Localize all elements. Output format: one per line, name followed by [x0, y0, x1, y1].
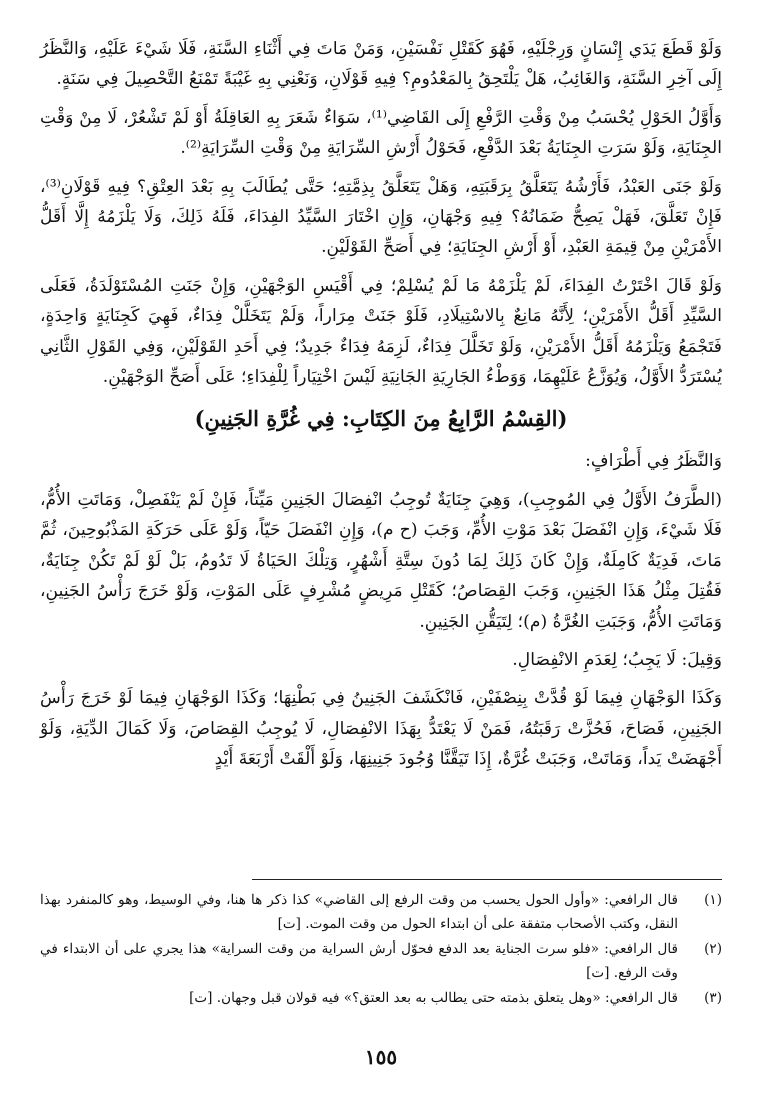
footnote-number: (٢) [704, 941, 722, 957]
footnotes [40, 888, 722, 1011]
footnote-text: قال الرافعي: «وهل يتعلق بذمته حتى يطالب به بعد العتق؟» فيه قولان قبل وجهان. [ت] [189, 990, 678, 1006]
footnote-text: قال الرافعي: «فلو سرت الجناية بعد الدفع فحوّل أرش السراية من وقت السراية» هذا يجري على أن الابتداء في وقت الرفع. [ت] [40, 941, 678, 981]
footnote-3 [40, 986, 722, 1010]
footnote-number: (١) [704, 892, 722, 908]
paragraph-2: وَأَوَّلُ الحَوْلِ يُحْسَبُ مِنْ وَقْتِ الرَّفْعِ إِلَى القَاضِي⁽¹⁾، سَوَاءٌ شَعَرَ بِهِ العَاقِلَةُ أَوْ لَمْ تَشْعُرْ، لَا مِنْ وَقْتِ الجِنَايَةِ، وَلَوْ سَرَتِ الجِنَايَةُ بَعْدَ الدَّفْعِ، فَحَوْلُ أَرْشِ السِّرَايَةِ مِنْ وَقْتِ السِّرَايَةِ⁽²⁾. [40, 107, 722, 159]
paragraph-6: (الطَّرَفُ الأَوَّلُ فِي المُوجِبِ)، وَهِيَ جِنَايَةٌ تُوجِبُ انْفِصَالَ الجَنِينِ مَيِّتاً، فَإِنْ لَمْ يَنْفَصِلْ، وَمَاتَتِ الأُمُّ، فَلَا شَيْءَ، وَإِنِ انْفَصَلَ بَعْدَ مَوْتِ الأُمِّ، وَجَبَ (ح م)، وَإِنِ انْفَصَلَ حَيّاً، وَلَوْ عَلَى حَرَكَةِ المَذْبُوحِينَ، ثُمَّ مَاتَ، فَدِيَةٌ كَامِلَةٌ، وَإِنْ كَانَ ذَلِكَ لِمَا دُونَ سِتَّةِ أَشْهُرٍ، وَتِلْكَ الحَيَاةُ لَا تَدُومُ، بَلْ لَوْ لَمْ تَكُنْ جِنَايَةٌ، فَقُتِلَ مِثْلُ هَذَا الجَنِينِ، وَجَبَ القِصَاصُ؛ كَقَتْلِ مَرِيضٍ مُشْرِفٍ عَلَى المَوْتِ، وَلَوْ خَرَجَ رَأْسُ الجَنِينِ، وَمَاتَتِ الأُمُّ، وَجَبَتِ الغُرَّةُ (م)؛ لِتَيَقُّنِ الجَنِينِ. [40, 489, 722, 632]
paragraph-3: وَلَوْ جَنَى العَبْدُ، فَأَرْشُهُ يَتَعَلَّقُ بِرَقَبَتِهِ، وَهَلْ يَتَعَلَّقُ بِذِمَّتِهِ؛ حَتَّى يُطَالَبَ بِهِ بَعْدَ العِتْقِ؟ فِيهِ قَوْلَانِ⁽³⁾، فَإِنْ تَعَلَّقَ، فَهَلْ يَصِحُّ ضَمَانُهُ؟ فِيهِ وَجْهَانِ، وَإِنِ اخْتَارَ السَّيِّدُ الفِدَاءَ، فَلَهُ ذَلِكَ، وَلَا يَلْزَمُهُ إِلَّا أَقَلُّ الأَمْرَيْنِ مِنْ قِيمَةِ العَبْدِ، أَوْ أَرْشِ الجِنَايَةِ؛ فِي أَصَحِّ القَوْلَيْنِ. [40, 176, 722, 258]
paragraph-5: وَالنَّظَرُ فِي أَطْرَافٍ: [585, 451, 722, 472]
footnote-1 [40, 888, 722, 936]
paragraph-7: وَقِيلَ: لَا يَجِبُ؛ لِعَدَمِ الانْفِصَالِ. [512, 649, 722, 670]
footnote-divider [252, 879, 722, 880]
paragraph-8: وَكَذَا الوَجْهَانِ فِيمَا لَوْ قُدَّتْ بِنِصْفَيْنِ، فَانْكَشَفَ الجَنِينُ فِي بَطْنِهَا؛ وَكَذَا الوَجْهَانِ فِيمَا لَوْ خَرَجَ رَأْسُ الجَنِينِ، فَصَاحَ، فَحُزَّتْ رَقَبَتُهُ، فَمَنْ لَا يَعْتَدُّ بِهَذَا الانْفِصَالِ، لَا يُوجِبُ القِصَاصَ، وَلَا كَمَالَ الدِّيَةِ، وَلَوْ أَجْهَضَتْ يَداً، وَمَاتَتْ، وَجَبَتْ غُرَّةٌ، إِذَا تَيَقَّنَّا وُجُودَ جَنِينِهَا، وَلَوْ أَلْقَتْ أَرْبَعَةَ أَيْدٍ [40, 688, 722, 770]
paragraph-4: وَلَوْ قَالَ اخْتَرْتُ الفِدَاءَ، لَمْ يَلْزَمْهُ مَا لَمْ يُسْلِمْ؛ فِي أَقْيَسِ الوَجْهَيْنِ، وَإِنْ جَنَتِ المُسْتَوْلَدَةُ، فَعَلَى السَّيِّدِ أَقَلُّ الأَمْرَيْنِ؛ لِأَنَّهُ مَانِعٌ بِالاسْتِيلَادِ، فَلَوْ جَنَتْ مِرَاراً، وَلَمْ يَتَخَلَّلْ فِدَاءٌ، فَهِيَ كَجِنَايَةٍ وَاحِدَةٍ، فَتَجْمَعُ وَيَلْزَمُهُ أَقَلُّ الأَمْرَيْنِ، وَلَوْ تَخَلَّلَ فِدَاءٌ، لَزِمَهُ فِدَاءٌ جَدِيدٌ؛ فِي أَحَدِ القَوْلَيْنِ، وَفِي القَوْلِ الثَّانِي يُسْتَرَدُّ الأَوَّلُ، وَيُوَزَّعُ عَلَيْهِمَا، وَوَطْءُ الجَارِيَةِ الجَانِيَةِ لَيْسَ اخْتِيَاراً لِلْفِدَاءِ؛ عَلَى أَصَحِّ الوَجْهَيْنِ. [40, 275, 722, 388]
footnote-number: (٣) [704, 990, 722, 1006]
footnote-text: قال الرافعي: «وأول الحول يحسب من وقت الرفع إلى القاضي» كذا ذكر ها هنا، وفي الوسيط، وهو كالمنفرد بهذا النقل، وكتب الأصحاب متفقة على أن ابتداء الحول من وقت الموت. [ت] [40, 892, 678, 932]
footnote-2 [40, 937, 722, 985]
paragraph-1: وَلَوْ قَطَعَ يَدَي إِنْسَانٍ وَرِجْلَيْهِ، فَهُوَ كَقَتْلِ نَفْسَيْنِ، وَمَنْ مَاتَ فِي أَثْنَاءِ السَّنَةِ، فَلَا شَيْءَ عَلَيْهِ، وَالنَّظَرُ إِلَى آخِرِ السَّنَةِ، وَالغَائِبُ، هَلْ يَلْتَحِقُ بِالمَعْدُومِ؟ فِيهِ قَوْلَانِ، وَنَعْنِي بِهِ غَيْبَةً تَمْنَعُ التَّحْصِيلَ فِي سَنَةٍ. [40, 39, 722, 90]
section-heading: (القِسْمُ الرَّابِعُ مِنَ الكِتَابِ: فِي غُرَّةِ الجَنِينِ) [194, 406, 568, 432]
page-number: ١٥٥ [364, 1045, 398, 1069]
